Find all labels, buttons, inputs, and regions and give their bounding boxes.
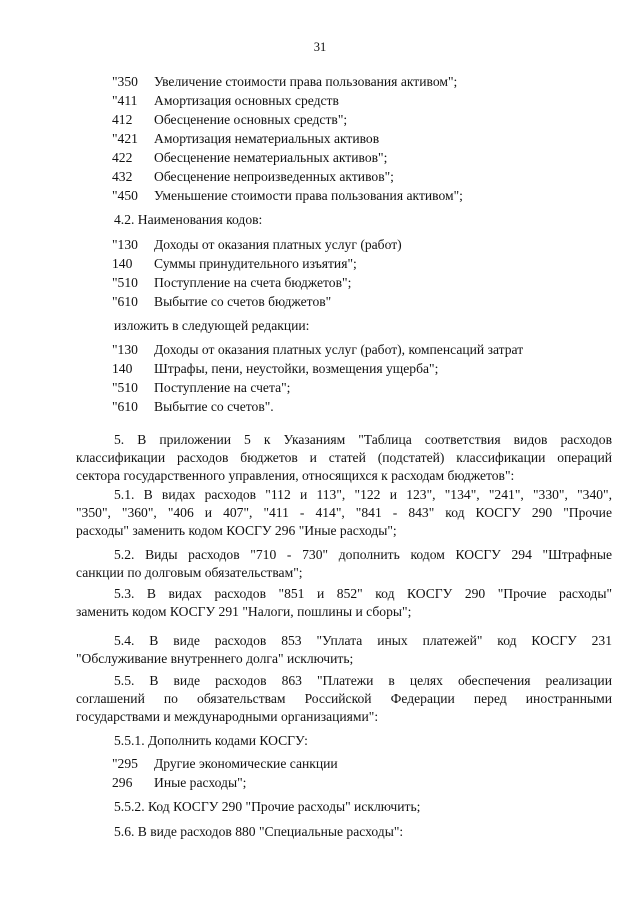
code-name: Доходы от оказания платных услуг (работ) bbox=[154, 237, 402, 252]
code-name: Уменьшение стоимости права пользования активом"; bbox=[154, 188, 463, 203]
code: "130 bbox=[112, 237, 138, 252]
paragraph-5-6: 5.6. В виде расходов 880 "Специальные расходы": bbox=[114, 824, 404, 839]
code-name: Амортизация основных средств bbox=[154, 93, 339, 108]
paragraph-line: 5.2. Виды расходов "710 - 730" дополнить кодом КОСГУ 294 "Штрафные bbox=[114, 547, 612, 562]
code: "411 bbox=[112, 93, 138, 108]
paragraph-line: 5.4. В виде расходов 853 "Уплата иных платежей" код КОСГУ 231 bbox=[114, 633, 612, 648]
paragraph-line: "Обслуживание внутреннего долга" исключить; bbox=[76, 651, 354, 666]
code-name: Суммы принудительного изъятия"; bbox=[154, 256, 357, 271]
paragraph-line: 5.5. В виде расходов 863 "Платежи в целях обеспечения реализации bbox=[114, 673, 612, 688]
code-name: Поступление на счета бюджетов"; bbox=[154, 275, 352, 290]
code: "510 bbox=[112, 275, 138, 290]
paragraph-line: сектора государственного управления, относящихся к расходам бюджетов": bbox=[76, 468, 515, 483]
code: 140 bbox=[112, 256, 133, 271]
restate-line: изложить в следующей редакции: bbox=[114, 318, 310, 333]
code-name: Увеличение стоимости права пользования активом"; bbox=[154, 74, 458, 89]
code-name: Иные расходы"; bbox=[154, 775, 247, 790]
code: "295 bbox=[112, 756, 138, 771]
code: 422 bbox=[112, 150, 133, 165]
code-name: Амортизация нематериальных активов bbox=[154, 131, 380, 146]
code: 432 bbox=[112, 169, 133, 184]
code: "421 bbox=[112, 131, 138, 146]
code: 140 bbox=[112, 361, 133, 376]
code: "610 bbox=[112, 399, 138, 414]
code-name: Обесценение нематериальных активов"; bbox=[154, 150, 388, 165]
paragraph-line: санкции по долговым обязательствам"; bbox=[76, 565, 303, 580]
code: 412 bbox=[112, 112, 133, 127]
paragraph-5-5-1: 5.5.1. Дополнить кодами КОСГУ: bbox=[114, 733, 308, 748]
paragraph-line: 5.1. В видах расходов "112 и 113", "122 и 123", "134", "241", "330", "340", bbox=[114, 487, 612, 502]
paragraph-line: классификации расходов бюджетов и статей (подстатей) классификации операций bbox=[76, 450, 612, 465]
section-4-2-heading: 4.2. Наименования кодов: bbox=[114, 212, 263, 227]
code-name: Обесценение основных средств"; bbox=[154, 112, 348, 127]
paragraph-line: "350", "360", "406 и 407", "411 - 414", "841 - 843" код КОСГУ 290 "Прочие bbox=[76, 505, 612, 520]
paragraph-line: расходы" заменить кодом КОСГУ 296 "Иные расходы"; bbox=[76, 523, 397, 538]
code-name: Обесценение непроизведенных активов"; bbox=[154, 169, 394, 184]
paragraph-line: заменить кодом КОСГУ 291 "Налоги, пошлины и сборы"; bbox=[76, 604, 412, 619]
code: 296 bbox=[112, 775, 133, 790]
paragraph-line: 5.3. В видах расходов "851 и 852" код КОСГУ 290 "Прочие расходы" bbox=[114, 586, 612, 601]
code: "510 bbox=[112, 380, 138, 395]
page-number: 31 bbox=[313, 40, 327, 54]
paragraph-line: соглашений по обязательствам Российской Федерации перед иностранными bbox=[76, 691, 612, 706]
code-name: Поступление на счета"; bbox=[154, 380, 291, 395]
code-name: Доходы от оказания платных услуг (работ), компенсаций затрат bbox=[154, 342, 524, 357]
code: "350 bbox=[112, 74, 138, 89]
paragraph-line: 5. В приложении 5 к Указаниям "Таблица соответствия видов расходов bbox=[114, 432, 612, 447]
code-name: Штрафы, пени, неустойки, возмещения ущерба"; bbox=[154, 361, 439, 376]
code-name: Выбытие со счетов". bbox=[154, 399, 274, 414]
code-name: Выбытие со счетов бюджетов" bbox=[154, 294, 332, 309]
code: "130 bbox=[112, 342, 138, 357]
code: "610 bbox=[112, 294, 138, 309]
code: "450 bbox=[112, 188, 138, 203]
paragraph-5-5-2: 5.5.2. Код КОСГУ 290 "Прочие расходы" исключить; bbox=[114, 799, 421, 814]
paragraph-line: государствами и международными организациями": bbox=[76, 709, 379, 724]
code-name: Другие экономические санкции bbox=[154, 756, 338, 771]
